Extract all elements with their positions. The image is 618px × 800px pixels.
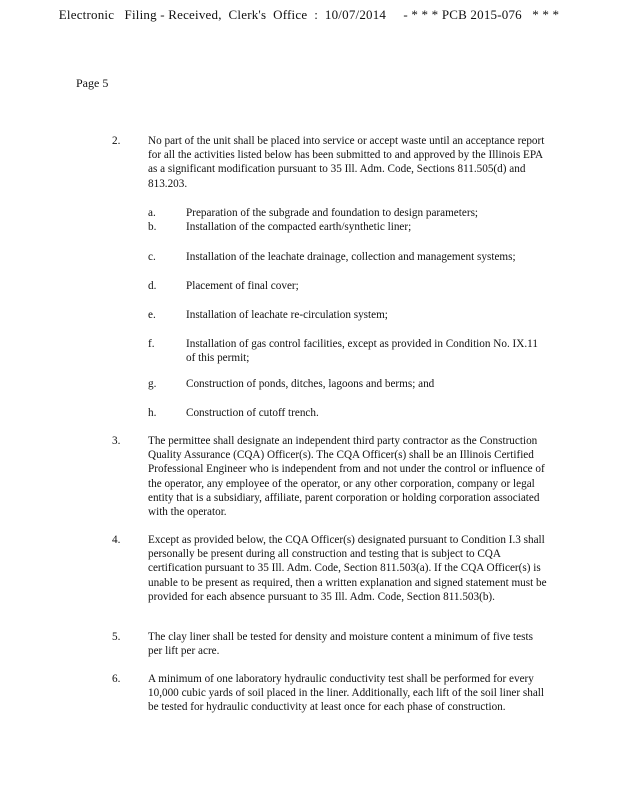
subitem-text: Installation of the compacted earth/synthetic liner; [186, 221, 412, 233]
item-text: A minimum of one laboratory hydraulic conductivity test shall be performed for every 10,000 cubic yards of soil placed in the liner. Additionally, each lift of the soil liner shall be tested for hydraulic conductivity at least once for each phase of construction. [148, 673, 545, 714]
page-number: Page 5 [76, 76, 109, 90]
item-text: No part of the unit shall be placed into service or accept waste until an acceptance report for all the activities listed below has been submitted to and approved by the Illinois EPA as a significant modification pursuant to 35 Ill. Adm. Code, Sections 811.505(d) and 813.203. [148, 135, 545, 190]
filing-stamp-header: Electronic Filing - Received, Clerk's Office : 10/07/2014 - * * * PCB 2015-076 * * * [58, 7, 560, 22]
subitem-text: Placement of final cover; [186, 280, 299, 292]
subitem-text: Construction of cutoff trench. [186, 407, 319, 419]
subitem-letter: e. [148, 309, 156, 321]
subitem-text: Installation of gas control facilities, except as provided in Condition No. IX.11 of this permit; [186, 338, 538, 365]
item-number: 4. [112, 534, 121, 546]
subitem-letter: c. [148, 251, 156, 263]
item-number: 5. [112, 631, 121, 643]
subitem-letter: a. [148, 207, 156, 219]
subitem-text: Construction of ponds, ditches, lagoons and berms; and [186, 378, 435, 390]
item-number: 2. [112, 135, 121, 147]
subitem-letter: h. [148, 407, 157, 419]
subitem-letter: f. [148, 338, 155, 350]
subitem-letter: g. [148, 378, 157, 390]
item-number: 3. [112, 435, 121, 447]
subitem-text: Installation of leachate re-circulation system; [186, 309, 388, 321]
item-text: The clay liner shall be tested for density and moisture content a minimum of five tests per lift per acre. [148, 631, 533, 658]
subitem-letter: d. [148, 280, 157, 292]
item-text: Except as provided below, the CQA Officer(s) designated pursuant to Condition I.3 shall personally be present during all construction and testing that is subject to CQA certification pursuant to 35 Ill. Adm. Code, Section 811.503(a). If the CQA Officer(s) is unable to be present as required, then a written explanation and signed statement must be provided for each absence pursuant to 35 Ill. Adm. Code, Section 811.503(b). [148, 534, 547, 603]
subitem-text: Installation of the leachate drainage, collection and management systems; [186, 251, 516, 263]
subitem-letter: b. [148, 221, 157, 233]
item-number: 6. [112, 673, 121, 685]
subitem-text: Preparation of the subgrade and foundation to design parameters; [186, 207, 479, 219]
item-text: The permittee shall designate an independent third party contractor as the Construction Quality Assurance (CQA) Officer(s). The CQA Officer(s) shall be an Illinois Certified Professional Engineer who is independent from and not under the control or influence of the operator, any employee of the operator, or any other corporation, company or legal entity that is a subsidiary, affiliate, parent corporation or holding corporation associated with the operator. [148, 435, 545, 519]
